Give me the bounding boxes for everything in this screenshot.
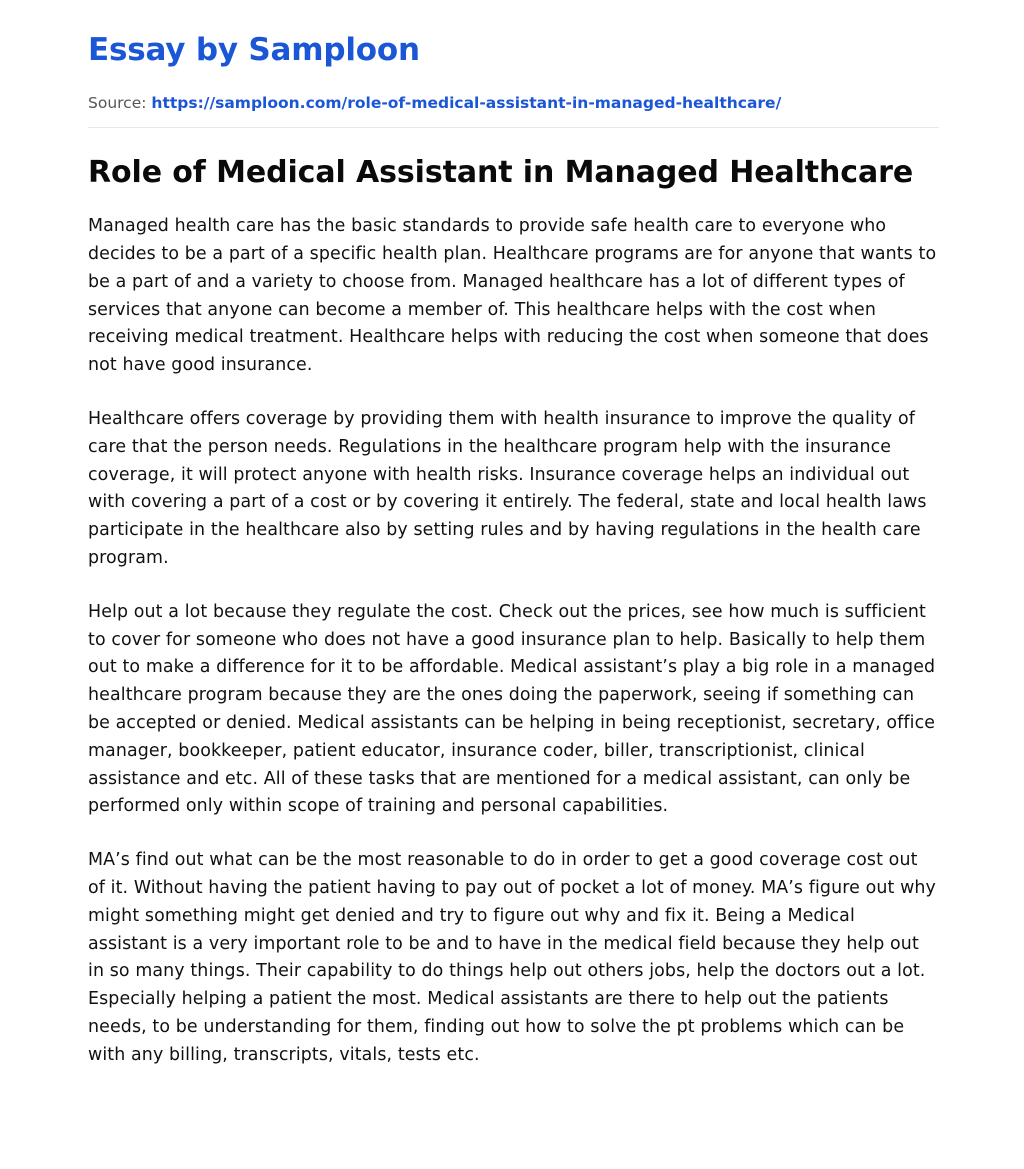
- source-url-link[interactable]: https://samploon.com/role-of-medical-assistant-in-managed-healthcare/: [151, 93, 782, 112]
- source-label: Source:: [88, 93, 147, 112]
- content-container: [85, 0, 939, 1070]
- article-paragraph: Healthcare offers coverage by providing them with health insurance to improve the quality of care that the person needs. Regulations in the healthcare program help with the insurance coverage, it will protect anyone with health risks. Insurance coverage helps an individual out with covering a part of a cost or by covering it entirely. The federal, state and local health laws participate in the healthcare also by setting rules and by having regulations in the health care program.: [88, 409, 927, 568]
- article-paragraph: MA’s find out what can be the most reasonable to do in order to get a good coverage cost out of it. Without having the patient having to pay out of pocket a lot of money. MA’s figure out why might something might get denied and try to figure out why and fix it. Being a Medical assistant is a very important role to be and to have in the medical field because they help out in so many things. Their capability to do things help out others jobs, help the doctors out a lot. Especially helping a patient the most. Medical assistants are there to help out the patients needs, to be understanding for them, finding out how to solve the pt problems which can be with any billing, transcripts, vitals, tests etc.: [88, 850, 936, 1065]
- article-paragraph: Help out a lot because they regulate the cost. Check out the prices, see how much is sufficient to cover for someone who does not have a good insurance plan to help. Basically to help them out to make a difference for it to be affordable. Medical assistant’s play a big role in a managed healthcare program because they are the ones doing the paperwork, seeing if something can be accepted or denied. Medical assistants can be helping in being receptionist, secretary, office manager, bookkeeper, patient educator, insurance coder, biller, transcriptionist, clinical assistance and etc. All of these tasks that are mentioned for a medical assistant, can only be performed only within scope of training and personal capabilities.: [88, 601, 936, 817]
- source-line: [88, 94, 939, 113]
- site-brand-title: Essay by Samploon: [88, 32, 420, 68]
- header-divider: [88, 127, 939, 128]
- article-paragraph: Managed health care has the basic standards to provide safe health care to everyone who decides to be a part of a specific health plan. Healthcare programs are for anyone that wants to be a part of and a variety to choose from. Managed healthcare has a lot of different types of services that anyone can become a member of. This healthcare helps with the cost when receiving medical treatment. Healthcare helps with reducing the cost when someone that does not have good insurance.: [88, 216, 937, 376]
- article-body: [88, 191, 939, 1069]
- article-title: Role of Medical Assistant in Managed Healthcare: [88, 155, 914, 191]
